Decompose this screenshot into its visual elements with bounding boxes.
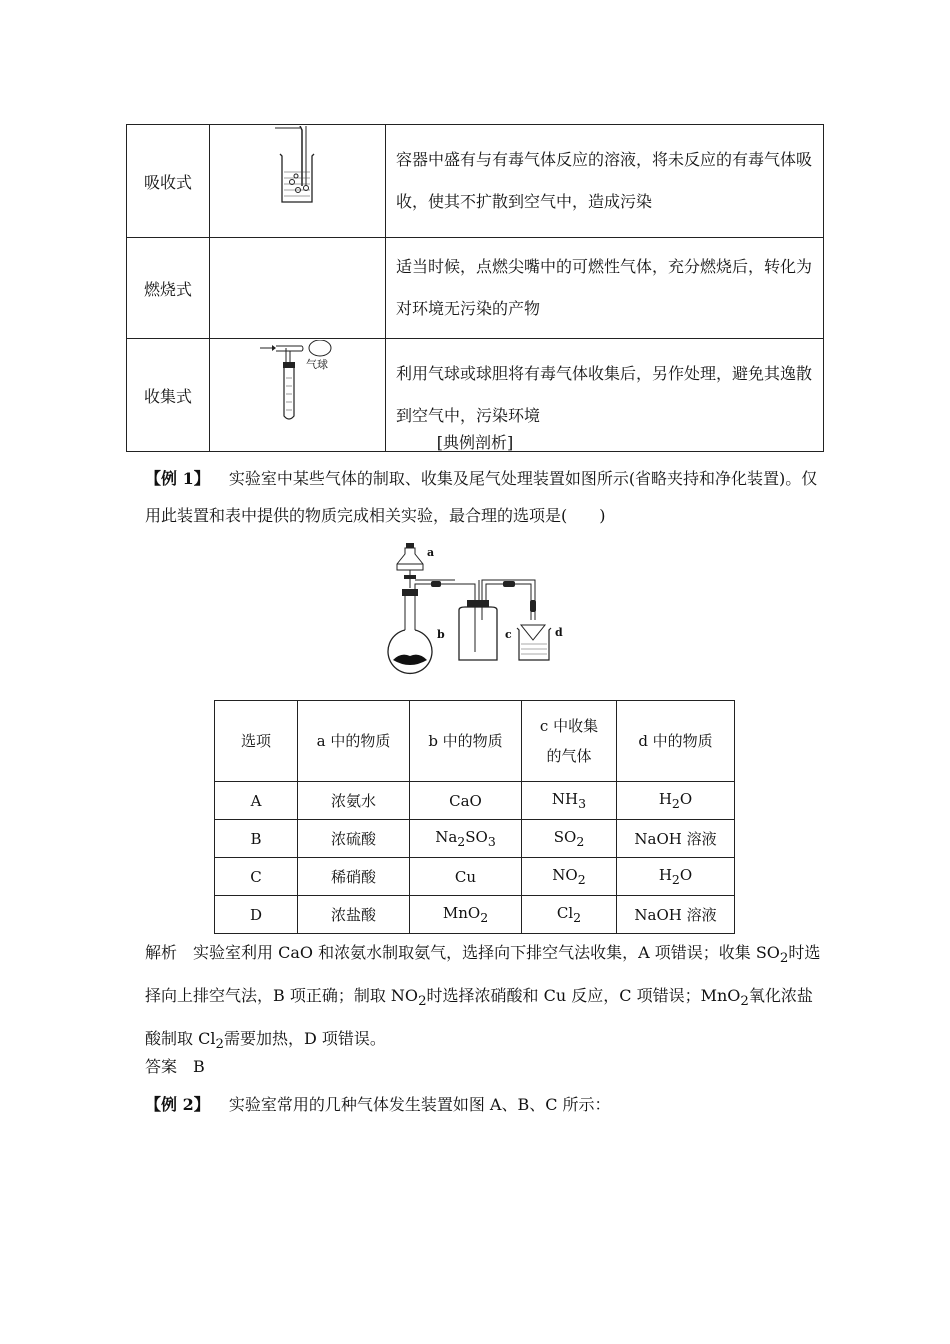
- cell-a: 稀硝酸: [298, 858, 410, 896]
- cell-d: $H_2O$: [617, 858, 735, 896]
- table-row: [215, 782, 735, 820]
- analysis-label: 解析: [145, 943, 178, 962]
- absorption-figure: [210, 125, 386, 238]
- table-header-row: [215, 701, 735, 782]
- balloon-label: 气球: [306, 357, 328, 371]
- method-name: 收集式: [127, 339, 210, 452]
- section-caption: [典例剖析]: [436, 433, 514, 452]
- example1-tag: 【例 1】: [145, 469, 210, 488]
- label-a: a: [427, 546, 435, 559]
- method-description: 利用气球或球胆将有毒气体收集后，另作处理，避免其逸散到空气中，污染环境: [386, 339, 824, 452]
- cell-a: 浓氨水: [298, 782, 410, 820]
- options-table: [214, 700, 735, 934]
- header-d: d 中的物质: [617, 701, 735, 782]
- cell-option: A: [215, 782, 298, 820]
- table-row: [215, 896, 735, 934]
- cell-d: NaOH 溶液: [617, 896, 735, 934]
- method-name: 吸收式: [127, 125, 210, 238]
- answer-value: B: [193, 1057, 205, 1076]
- cell-b: MnO$_2$: [410, 896, 522, 934]
- label-b: b: [437, 628, 445, 641]
- method-name: 燃烧式: [127, 238, 210, 339]
- cell-option: B: [215, 820, 298, 858]
- analysis-paragraph: 解析 实验室利用 CaO 和浓氨水制取氨气，选择向下排空气法收集，A 项错误；收集 $SO_2$时选择向上排空气法，B 项正确；制取 $NO_2$时选择浓硝酸和 Cu 反应，C 项错误；MnO$_2$氧化浓盐酸制取 $Cl_2$需要加热，D 项错误。: [145, 943, 821, 1053]
- cell-option: D: [215, 896, 298, 934]
- cell-d: NaOH 溶液: [617, 820, 735, 858]
- label-d: d: [555, 626, 563, 639]
- cell-a: 浓盐酸: [298, 896, 410, 934]
- cell-c: $NH_3$: [522, 782, 617, 820]
- cell-b: CaO: [410, 782, 522, 820]
- apparatus-figure: [385, 540, 575, 675]
- cell-d: $H_2O$: [617, 782, 735, 820]
- method-description: 容器中盛有与有毒气体反应的溶液，将未反应的有毒气体吸收，使其不扩散到空气中，造成污染: [386, 125, 824, 238]
- cell-c: $NO_2$: [522, 858, 617, 896]
- example2-tag: 【例 2】: [145, 1095, 210, 1114]
- example2-text: 实验室常用的几种气体发生装置如图 A、B、C 所示：: [228, 1095, 611, 1114]
- header-c: c 中收集 的气体: [522, 701, 617, 782]
- cell-c: $Cl_2$: [522, 896, 617, 934]
- table-row: [215, 820, 735, 858]
- table-row: [215, 858, 735, 896]
- label-c: c: [505, 628, 512, 641]
- answer-label: 答案: [145, 1057, 178, 1076]
- cell-a: 浓硫酸: [298, 820, 410, 858]
- cell-c: $SO_2$: [522, 820, 617, 858]
- cell-b: $Na_2SO_3$: [410, 820, 522, 858]
- treatment-methods-table: [126, 124, 824, 452]
- example1-paragraph: [145, 460, 825, 534]
- table-row: [127, 125, 824, 238]
- method-description: 适当时候，点燃尖嘴中的可燃性气体，充分燃烧后，转化为对环境无污染的产物: [386, 238, 824, 339]
- example1-text: 实验室中某些气体的制取、收集及尾气处理装置如图所示(省略夹持和净化装置)。仅用此装置和表中提供的物质完成相关实验，最合理的选项是( ): [145, 469, 818, 525]
- table-row: [127, 238, 824, 339]
- cell-option: C: [215, 858, 298, 896]
- example2-paragraph: [145, 1086, 825, 1123]
- answer-line: [145, 1048, 825, 1085]
- header-option: 选项: [215, 701, 298, 782]
- combustion-figure-empty: [210, 238, 386, 339]
- header-a: a 中的物质: [298, 701, 410, 782]
- cell-b: Cu: [410, 858, 522, 896]
- header-b: b 中的物质: [410, 701, 522, 782]
